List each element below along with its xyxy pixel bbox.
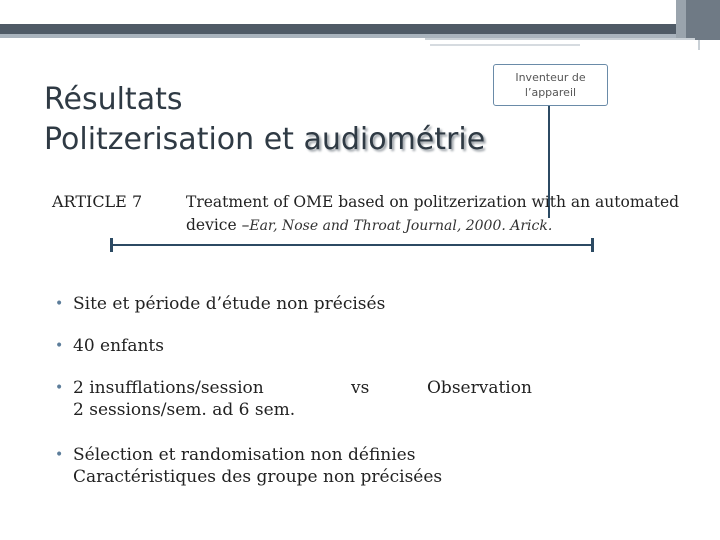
timeline-end-tick xyxy=(591,238,594,252)
timeline-start-tick xyxy=(110,238,113,252)
comparison-observation: Observation xyxy=(427,378,532,398)
list-item-text: Site et période d’étude non précisés xyxy=(73,294,386,314)
header-band xyxy=(0,0,720,24)
list-item xyxy=(55,335,655,357)
article-title-line1: Treatment of OME based on politzerization with an automated xyxy=(186,193,680,211)
timeline-bar xyxy=(111,244,593,246)
decorative-line xyxy=(430,44,580,46)
header-bar xyxy=(0,24,720,34)
list-item xyxy=(55,293,655,315)
slide-title-line2: Politzerisation et xyxy=(44,122,304,157)
list-item-text: Sélection et randomisation non définies xyxy=(73,445,416,465)
slide-title-line1: Résultats xyxy=(44,82,183,117)
bullet-icon: • xyxy=(55,380,64,396)
header-corner-strip xyxy=(676,0,686,40)
bullet-icon: • xyxy=(55,447,64,463)
article-reference xyxy=(186,191,696,238)
callout-line2: l’appareil xyxy=(524,86,577,99)
list-item xyxy=(55,444,655,488)
bullet-icon: • xyxy=(55,296,64,312)
slide-title xyxy=(44,80,485,160)
bullet-icon: • xyxy=(55,338,64,354)
article-title-line2: device – xyxy=(186,216,250,234)
list-item xyxy=(55,377,655,421)
list-item-text: 40 enfants xyxy=(73,336,164,356)
decorative-line xyxy=(698,40,700,50)
list-item-text-line2: Caractéristiques des groupe non précisées xyxy=(73,467,443,487)
header-corner-block xyxy=(686,0,720,40)
decorative-line xyxy=(425,38,695,40)
article-label: ARTICLE 7 xyxy=(52,192,143,211)
slide-title-emphasis: audiométrie xyxy=(303,122,486,157)
inventor-callout xyxy=(493,64,608,106)
article-citation: Ear, Nose and Throat Journal, 2000. Arick. xyxy=(249,218,553,234)
list-item-text: 2 insufflations/session xyxy=(73,378,264,398)
list-item-text-line2: 2 sessions/sem. ad 6 sem. xyxy=(73,400,296,420)
comparison-vs: vs xyxy=(351,378,370,398)
callout-line1: Inventeur de xyxy=(515,71,586,84)
results-list xyxy=(55,293,655,488)
